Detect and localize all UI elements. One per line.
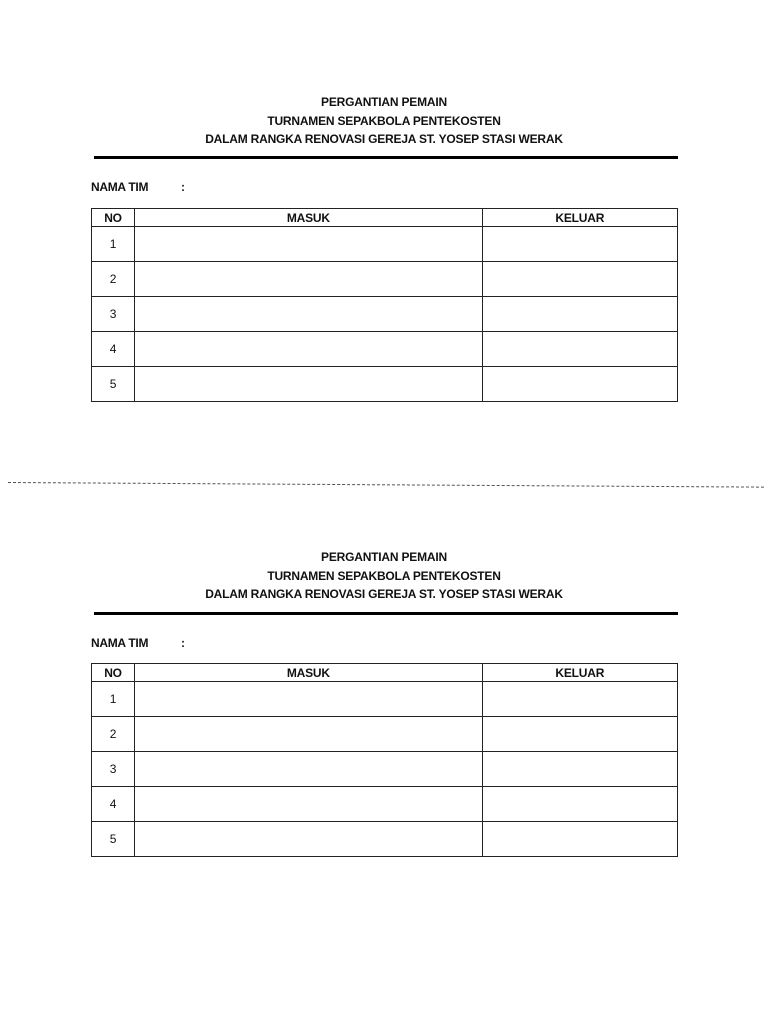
team-name-label: NAMA TIM [91,180,149,194]
cell-keluar[interactable] [482,332,677,367]
header-masuk: MASUK [135,209,483,227]
cell-masuk[interactable] [135,717,483,752]
cell-no: 5 [92,822,135,857]
table-header-row [92,664,678,682]
header-keluar: KELUAR [482,664,677,682]
cell-keluar[interactable] [482,752,677,787]
header-keluar: KELUAR [482,209,677,227]
cell-masuk[interactable] [135,262,483,297]
cell-masuk[interactable] [135,297,483,332]
cell-no: 3 [92,297,135,332]
form-subtitle: TURNAMEN SEPAKBOLA PENTEKOSTEN [267,114,501,128]
cell-no: 1 [92,227,135,262]
table-row [92,822,678,857]
cell-masuk[interactable] [135,752,483,787]
cell-keluar[interactable] [482,822,677,857]
cell-masuk[interactable] [135,367,483,402]
cell-keluar[interactable] [482,262,677,297]
cell-masuk[interactable] [135,682,483,717]
table-row [92,262,678,297]
form-subtitle: TURNAMEN SEPAKBOLA PENTEKOSTEN [267,569,501,583]
substitution-table [91,663,678,857]
team-name-colon: : [181,180,185,194]
cell-keluar[interactable] [482,367,677,402]
form-subtitle-event: DALAM RANGKA RENOVASI GEREJA ST. YOSEP STASI WERAK [205,132,563,146]
cell-masuk[interactable] [135,822,483,857]
form-title: PERGANTIAN PEMAIN [321,95,447,109]
table-row [92,332,678,367]
table-row [92,297,678,332]
cell-keluar[interactable] [482,682,677,717]
table-row [92,227,678,262]
table-header-row [92,209,678,227]
substitution-table [91,208,678,402]
cell-keluar[interactable] [482,227,677,262]
cell-no: 5 [92,367,135,402]
header-masuk: MASUK [135,664,483,682]
table-row [92,787,678,822]
cell-keluar[interactable] [482,717,677,752]
table-row [92,752,678,787]
form-title: PERGANTIAN PEMAIN [321,550,447,564]
cell-no: 3 [92,752,135,787]
cell-masuk[interactable] [135,332,483,367]
table-row [92,367,678,402]
cell-no: 2 [92,717,135,752]
cell-no: 4 [92,332,135,367]
cell-masuk[interactable] [135,227,483,262]
header-no: NO [92,664,135,682]
form-subtitle-event: DALAM RANGKA RENOVASI GEREJA ST. YOSEP STASI WERAK [205,587,563,601]
cell-no: 1 [92,682,135,717]
header-no: NO [92,209,135,227]
cut-line-divider [8,482,764,488]
table-row [92,682,678,717]
cell-masuk[interactable] [135,787,483,822]
header-divider [94,612,678,615]
cell-no: 2 [92,262,135,297]
header-divider [94,156,678,159]
table-row [92,717,678,752]
cell-no: 4 [92,787,135,822]
cell-keluar[interactable] [482,787,677,822]
cell-keluar[interactable] [482,297,677,332]
team-name-label: NAMA TIM [91,636,149,650]
team-name-colon: : [181,636,185,650]
